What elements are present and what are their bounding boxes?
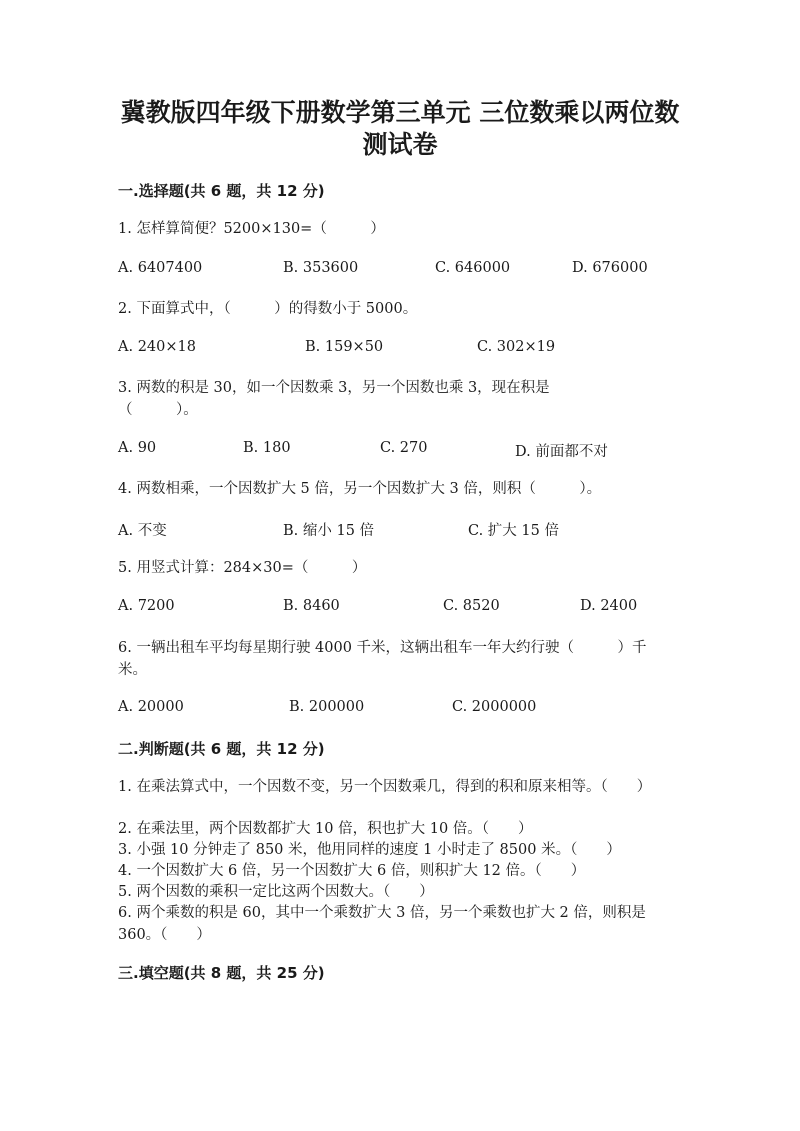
choice-2-option-a: A. 240×18 bbox=[118, 339, 196, 355]
judge-question-1: 1. 在乘法算式中，一个因数不变，另一个因数乘几，得到的积和原来相等。（ ） bbox=[118, 779, 652, 795]
choice-2-option-b: B. 159×50 bbox=[305, 339, 384, 355]
exam-title bbox=[60, 97, 740, 161]
section-heading-judge: 二.判断题(共 6 题，共 12 分) bbox=[118, 740, 325, 758]
judge-question-5: 5. 两个因数的乘积一定比这两个因数大。（ ） bbox=[118, 884, 434, 900]
choice-6-option-a: A. 20000 bbox=[118, 699, 184, 715]
choice-4-option-a: A. 不变 bbox=[118, 523, 167, 539]
choice-4-option-b: B. 缩小 15 倍 bbox=[283, 523, 375, 539]
choice-6-option-c: C. 2000000 bbox=[452, 699, 537, 715]
choice-question-2: 2. 下面算式中，（ ）的得数小于 5000。 bbox=[118, 301, 418, 317]
exam-title-line-2: 测试卷 bbox=[362, 130, 438, 159]
section-heading-choice: 一.选择题(共 6 题，共 12 分) bbox=[118, 182, 325, 200]
choice-3-option-a: A. 90 bbox=[118, 440, 157, 456]
judge-question-2: 2. 在乘法里，两个因数都扩大 10 倍，积也扩大 10 倍。（ ） bbox=[118, 821, 533, 837]
choice-1-option-a: A. 6407400 bbox=[118, 260, 203, 276]
section-heading-fill: 三.填空题(共 8 题，共 25 分) bbox=[118, 964, 325, 982]
choice-1-option-d: D. 676000 bbox=[572, 260, 648, 276]
choice-2-option-c: C. 302×19 bbox=[477, 339, 556, 355]
choice-question-6: 6. 一辆出租车平均每星期行驶 4000 千米，这辆出租车一年大约行驶（ ）千米。 bbox=[118, 640, 647, 678]
choice-1-option-b: B. 353600 bbox=[283, 260, 359, 276]
choice-3-option-d: D. 前面都不对 bbox=[515, 444, 608, 460]
choice-question-5: 5. 用竖式计算：284×30=（ ） bbox=[118, 560, 367, 576]
judge-question-3: 3. 小强 10 分钟走了 850 米，他用同样的速度 1 小时走了 8500 米。（ ） bbox=[118, 842, 621, 858]
choice-3-option-b: B. 180 bbox=[243, 440, 291, 456]
choice-question-1: 1. 怎样算简便？5200×130=（ ） bbox=[118, 221, 385, 237]
choice-question-4: 4. 两数相乘，一个因数扩大 5 倍，另一个因数扩大 3 倍，则积（ ）。 bbox=[118, 481, 602, 497]
choice-6-option-b: B. 200000 bbox=[289, 699, 365, 715]
judge-question-6: 6. 两个乘数的积是 60，其中一个乘数扩大 3 倍，另一个乘数也扩大 2 倍，则积是 360。（ ） bbox=[118, 905, 646, 943]
choice-question-3: 3. 两数的积是 30，如一个因数乘 3，另一个因数也乘 3，现在积是（ ）。 bbox=[118, 380, 550, 418]
exam-title-line-1: 冀教版四年级下册数学第三单元 三位数乘以两位数 bbox=[120, 98, 680, 127]
choice-5-option-b: B. 8460 bbox=[283, 598, 340, 614]
choice-1-option-c: C. 646000 bbox=[435, 260, 511, 276]
choice-4-option-c: C. 扩大 15 倍 bbox=[468, 523, 559, 539]
judge-question-4: 4. 一个因数扩大 6 倍，另一个因数扩大 6 倍，则积扩大 12 倍。（ ） bbox=[118, 863, 586, 879]
choice-5-option-d: D. 2400 bbox=[580, 598, 638, 614]
choice-5-option-a: A. 7200 bbox=[118, 598, 175, 614]
choice-5-option-c: C. 8520 bbox=[443, 598, 500, 614]
choice-3-option-c: C. 270 bbox=[380, 440, 428, 456]
